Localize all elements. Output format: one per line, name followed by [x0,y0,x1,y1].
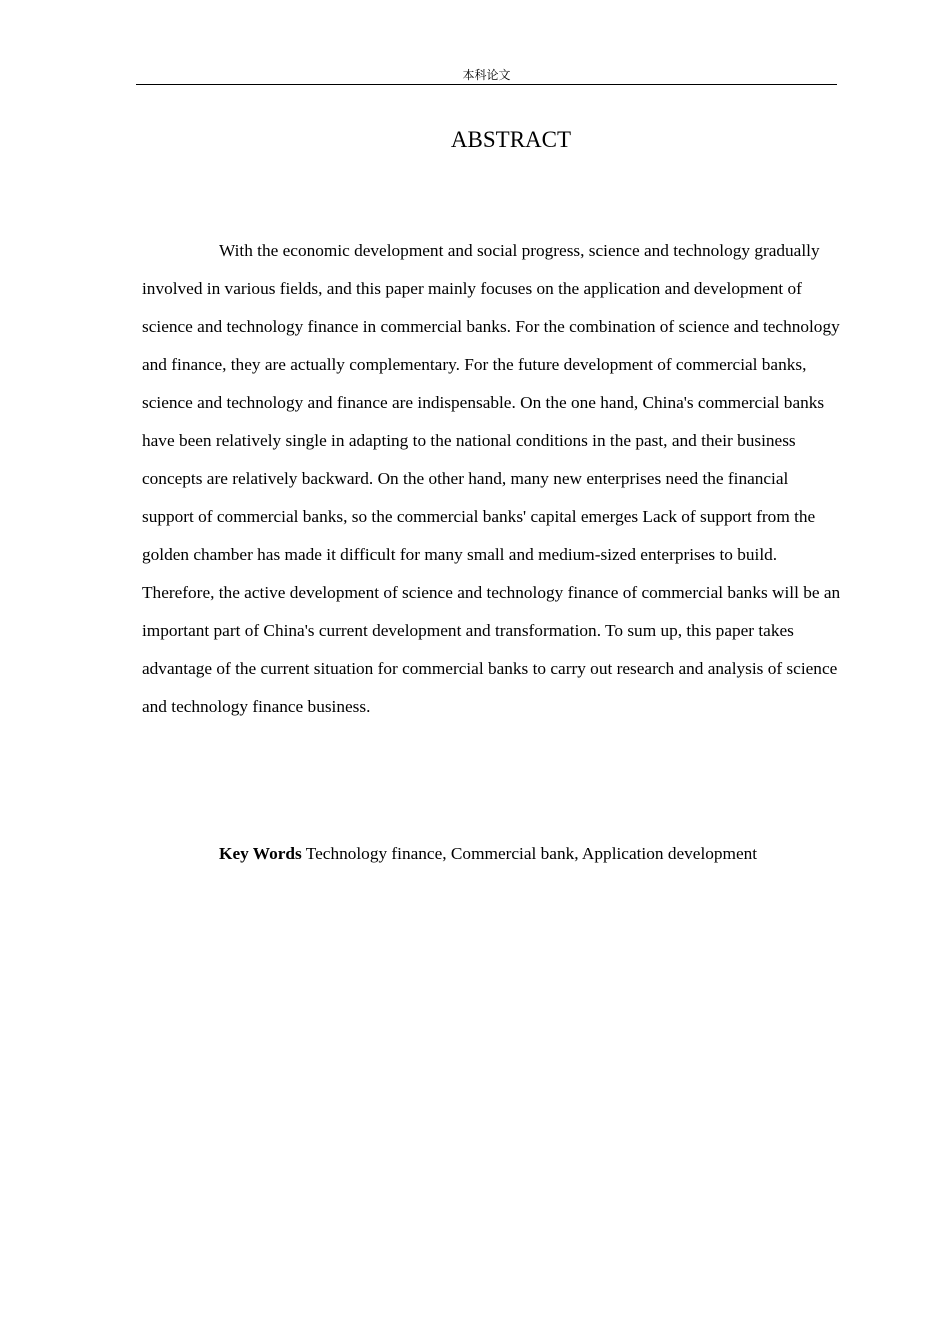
running-title: 本科论文 [462,68,511,82]
keywords-value: Technology finance, Commercial bank, Application development [305,844,758,863]
abstract-title: ABSTRACT [450,127,572,152]
keywords-label: Key Words [219,844,302,863]
keywords-line [142,835,842,873]
abstract-body: With the economic development and social progress, science and technology gradually involved in various fields, and this paper mainly focuses on the application and development of science and technology finance in commercial banks. For the combination of science and technology and finance, they are actually complementary. For the future development of commercial banks, science and technology and finance are indispensable. On the one hand, China's commercial banks have been relatively single in adapting to the national conditions in the past, and their business concepts are relatively backward. On the other hand, many new enterprises need the financial support of commercial banks, so the commercial banks' capital emerges Lack of support from the golden chamber has made it difficult for many small and medium-sized enterprises to build. Therefore, the active development of science and technology finance of commercial banks will be an important part of China's current development and transformation. To sum up, this paper takes advantage of the current situation for commercial banks to carry out research and analysis of science and technology finance business. [142,241,841,716]
page-header [136,66,837,85]
